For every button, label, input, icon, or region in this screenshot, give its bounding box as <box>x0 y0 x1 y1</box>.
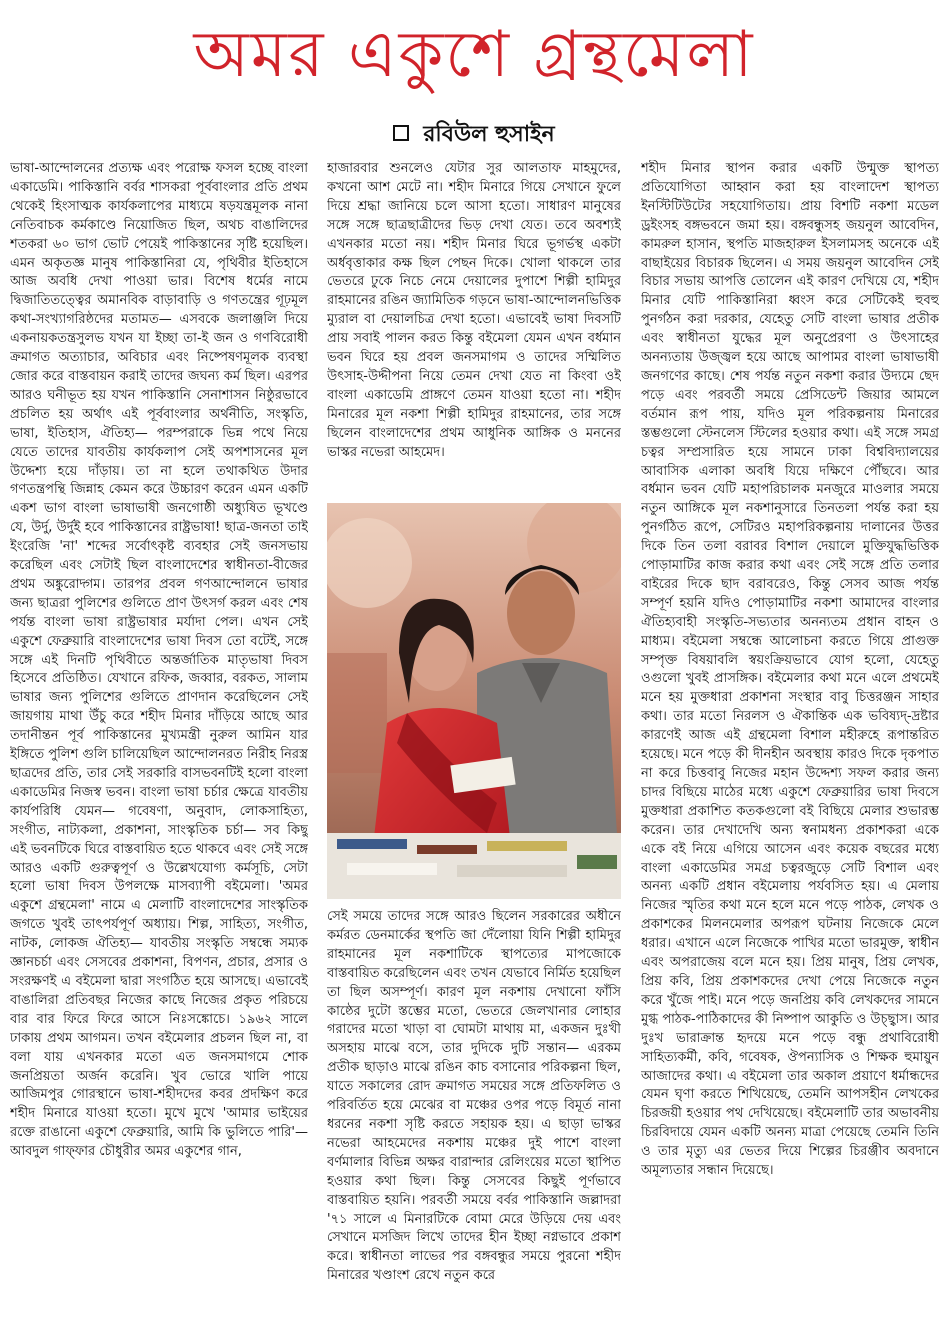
article-column-3 <box>641 160 939 1320</box>
byline <box>0 120 948 150</box>
column-3-text: শহীদ মিনার স্থাপন করার একটি উন্মুক্ত স্থাপত্য প্রতিযোগিতা আহ্বান করা হয় বাংলাদেশ স্থাপত্য ইনস্টিটিউটের সহযোগিতায়। প্রায় বিশটি নকশা মডেল ড্রইংসহ বঙ্গভবনে জমা হয়। বঙ্গবন্ধুসহ জয়নুল আবেদিন, কামরুল হাসান, স্থপতি মাজহারুল ইসলামসহ অনেকে এই বাছাইয়ের বিচারক ছিলেন। এ সময় জয়নুল আবেদিন সেই বিচার সভায় আপত্তি তোলেন এই কারণ দেখিয়ে যে, শহীদ মিনার যেটি পাকিস্তানিরা ধ্বংস করে সেটিকেই হুবহু পুনর্গঠন করা দরকার, যেহেতু সেটি বাংলা ভাষার প্রতীক এবং স্বাধীনতা যুদ্ধের মূল অনুপ্রেরণা ও উৎসাহের অনন্যতায় উজ্জ্বল হয়ে আছে আপামর বাংলা ভাষাভাষী জনগণের কাছে। শেষ পর্যন্ত নতুন নকশা করার উদ্যমে ছেদ পড়ে এবং পরবর্তী সময়ে প্রেসিডেন্ট জিয়ার আমলে বর্তমান রূপ পায়, যদিও মূল পরিকল্পনায় মিনারের স্তম্ভগুলো স্টেনলেস স্টিলের হওয়ার কথা। এই সঙ্গে সমগ্র চত্বর সম্প্রসারিত হয়ে সামনে ঢাকা বিশ্ববিদ্যালয়ের আবাসিক এলাকা অবধি যিয়ে দক্ষিণে পৌঁছবে। আর বর্ধমান ভবন যেটি মহাপরিচালক মনজুরে মাওলার সময়ে নতুন আঙ্গিকে মূল নকশানুসারে তিনতলা পর্যন্ত করা হয় পুনর্গঠিত রূপে, সেটিরও মহাপরিকল্পনায় দালানের উত্তর দিকে তিন তলা বরাবর বিশাল দেয়ালে মুক্তিযুদ্ধভিত্তিক পোড়ামাটির কাজ করার কথা এবং সেই সঙ্গে প্রতি তলার বাইরের দিকে ছাদ বরাবরেও, কিন্তু সেসব আজ পর্যন্ত সম্পূর্ণ হয়নি যদিও পোড়ামাটির নকশা আমাদের বাংলার ঐতিহ্যবাহী সংস্কৃতি-সভ্যতার অনন্যতম প্রধান বাহন ও মাধ্যম। বইমেলা সম্বন্ধে আলোচনা করতে গিয়ে প্রাগুক্ত সম্পৃক্ত বিষয়াবলি স্বয়ংক্রিয়ভাবে যোগ হলো, যেহেতু ওগুলো খুবই প্রাসঙ্গিক। বইমেলার কথা মনে এলে প্রথমেই মনে হয় মুক্তধারা প্রকাশনা সংস্থার বাবু চিত্তরঞ্জন সাহার কথা। তার মতো নিরলস ও ঐকান্তিক এক ভবিষ্যদ্-দ্রষ্টার কারণেই আজ এই গ্রন্থমেলা বিশাল মহীরুহে রূপান্তরিত হয়েছে। মনে পড়ে কী দীনহীন অবস্থায় কারও দিকে দৃকপাত না করে চিত্তবাবু নিজের মহান উদ্দেশ্য সফল করার জন্য চাদর বিছিয়ে মাঠের মধ্যে একুশে ফেব্রুয়ারির ভাষা দিবসে মুক্তধারা প্রকাশিত কতকগুলো বই বিছিয়ে মেলার শুভারম্ভ করেন। তার দেখাদেখি অন্য স্বনামধন্য প্রকাশকরা একে একে বই নিয়ে এগিয়ে আসেন এবং কয়েক বছরের মধ্যে বাংলা একাডেমির সমগ্র চত্বরজুড়ে সেটি বিশাল এবং অনন্য একটি প্রধান বইমেলায় পর্যবসিত হয়। এ মেলায় নিজের স্মৃতির কথা মনে হলে মনে পড়ে পাঠক, লেখক ও প্রকাশকের মিলনমেলার অপরূপ ঘটনায় নিজেকে মেলে ধরার। এখানে এলে নিজেকে পাখির মতো ভারমুক্ত, স্বাধীন এবং অপরাজেয় বলে মনে হয়। প্রিয় মানুষ, প্রিয় লেখক, প্রিয় কবি, প্রিয় প্রকাশকদের দেখা পেয়ে নিজেকে নতুন করে খুঁজে পাই। মনে পড়ে জনপ্রিয় কবি লেখকদের সামনে মুগ্ধ পাঠক-পাঠিকাদের কী নিষ্পাপ আকুতি ও উচ্ছ্বাস। আর দুঃখ ভারাক্রান্ত হৃদয়ে মনে পড়ে বন্ধু প্রথাবিরোধী সাহিত্যকর্মী, কবি, গবেষক, ঔপন্যাসিক ও শিক্ষক হুমায়ুন আজাদের কথা। এ বইমেলা তার অকাল প্রয়াণে ধর্মান্ধদের যেমন ঘৃণা করতে শিখিয়েছে, তেমনি আপসহীন লেখকের চিরজয়ী হওয়ার পথ দেখিয়েছে। বইমেলাটি তার অভাবনীয় চিরবিদায়ে যেমন একটি অনন্য মাত্রা পেয়েছে তেমনি তিনি ও তার মৃত্যু এর ভেতর দিয়ে শিল্পের চিরঞ্জীব অবদানে অমূল্যতার সন্ধান দিয়েছে। <box>641 161 939 1179</box>
article-column-2-bottom <box>327 908 621 1320</box>
square-bullet-icon <box>393 125 409 141</box>
page-title: অমর একুশে গ্রন্থমেলা <box>193 18 755 92</box>
column-2-bottom-text: সেই সময়ে তাদের সঙ্গে আরও ছিলেন সরকারের অধীনে কর্মরত ডেনমার্কের স্থপতি জা দেঁলোয়া যিনি শিল্পী হামিদুর রাহমানের মূল নকশাটিকে স্থাপত্যের মাপজোকে বাস্তবায়িত করেছিলেন এবং তখন যেভাবে নির্মিত হয়েছিল তা ছিল অসম্পূর্ণ। কারণ মূল নকশায় দেখানো ফাঁসি কাষ্ঠের দুটো স্তম্ভের মতো, ভেতরে জেলখানার লোহার গরাদের মতো খাড়া বা ঘোমটা মাথায় মা, একজন দুঃখী অসহায় মাঝে বসে, তার দুদিকে দুটি সন্তান— এরকম প্রতীক ছাড়াও মাঝে রঙিন কাচ বসানোর পরিকল্পনা ছিল, যাতে সকালের রোদ ক্রমাগত সময়ের সঙ্গে প্রতিফলিত ও পরিবর্তিত হয়ে মেঝের বা মঞ্চের ওপর পড়ে বিমূর্ত নানা ধরনের নকশা সৃষ্টি করতে সহায়ক হয়। এ ছাড়া ভাস্কর নভেরা আহমেদের নকশায় মঞ্চের দুই পাশে বাংলা বর্ণমালার বিভিন্ন অক্ষর বারান্দার রেলিংয়ের মতো স্থাপিত হওয়ার কথা ছিল। কিন্তু সেসবের কিছুই পূর্ণভাবে বাস্তবায়িত হয়নি। পরবর্তী সময়ে বর্বর পাকিস্তানি জল্লাদরা '৭১ সালে এ মিনারটিকে বোমা মেরে উড়িয়ে দেয় এবং সেখানে মসজিদ লিখে তাদের হীন ইচ্ছা নগ্নভাবে প্রকাশ করে। স্বাধীনতা লাভের পর বঙ্গবন্ধুর সময়ে পুরনো শহীদ মিনারের খণ্ডাংশ রেখে নতুন করে <box>327 909 621 1284</box>
author-name: রবিউল হুসাইন <box>423 122 555 147</box>
article-column-2-top <box>327 160 621 500</box>
book-fair-couple-photo-icon <box>327 503 621 899</box>
article-column-1 <box>10 160 308 1320</box>
column-2-top-text: হাজারবার শুনলেও যেটার সুর আলতাফ মাহমুদের, কখনো আশ মেটে না। শহীদ মিনারে গিয়ে সেখানে ফুলে দিয়ে শ্রদ্ধা জানিয়ে চলে আসা হতো। সাধারণ মানুষের সঙ্গে সঙ্গে ছাত্রছাত্রীদের ভিড় দেখা যেত। তবে অবশ্যই এখনকার মতো নয়। শহীদ মিনার ঘিরে ভূগর্ভস্থ একটা অর্ধবৃত্তাকার কক্ষ ছিল পেছন দিকে। খোলা থাকলে তার ভেতরে ঢুকে নিচে নেমে দেয়ালের দুপাশে শিল্পী হামিদুর রাহমানের রঙিন জ্যামিতিক গড়নে ভাষা-আন্দোলনভিত্তিক ম্যুরাল বা দেয়ালচিত্র দেখা হতো। এভাবেই ভাষা দিবসটি প্রায় সবাই পালন করত কিন্তু বইমেলা যেমন এখন বর্ধমান ভবন ঘিরে হয় প্রবল জনসমাগম ও তাদের সম্মিলিত উৎসাহ-উদ্দীপনা নিয়ে তেমন দেখা যেত না কিংবা ওই বাংলা একাডেমি প্রাঙ্গণে তেমন যাওয়া হতো না। শহীদ মিনারের মূল নকশা শিল্পী হামিদুর রাহমানের, তার সঙ্গে ছিলেন বাংলাদেশের প্রথম আধুনিক আঙ্গিক ও মননের ভাস্কর নভেরা আহমেদ। <box>327 161 621 460</box>
column-1-text: ভাষা-আন্দোলনের প্রত্যক্ষ এবং পরোক্ষ ফসল হচ্ছে বাংলা একাডেমি। পাকিস্তানি বর্বর শাসকরা পূর্ববাংলার প্রতি প্রথম থেকেই হিংসাত্মক কার্যকলাপের মাধ্যমে ষড়যন্ত্রমূলক নানা নেতিবাচক কর্মকাণ্ডে নিয়োজিত ছিল, অথচ বাঙালিদের শতকরা ৬০ ভাগ ভোট পেয়েই পাকিস্তানের সৃষ্টি হয়েছিল। এমন অকৃতজ্ঞ মানুষ পাকিস্তানিরা যে, পৃথিবীর ইতিহাসে আজ অবধি দেখা পাওয়া ভার। বিশেষ ধর্মের নামে দ্বিজাতিতত্ত্বের অমানবিক বাড়াবাড়ি ও গণতন্ত্রের গূঢ়মূল কথা-সংখ্যাগরিষ্ঠদের মতামত— এসবকে জলাঞ্জলি দিয়ে একনায়কতন্ত্রসুলভ যখন যা ইচ্ছা তা-ই জন ও গণবিরোধী ক্রমাগত অত্যাচার, অবিচার এবং নিষ্পেষণমূলক ব্যবস্থা জোর করে বাস্তবায়ন করাই তাদের জঘন্য কর্ম ছিল। এরপর আরও ঘনীভূত হয় যখন পাকিস্তানি সেনাশাসন নিষ্ঠুরভাবে প্রচলিত হয় অর্থাৎ এই পূর্ববাংলার অর্থনীতি, সংস্কৃতি, ভাষা, ইতিহাস, ঐতিহ্য— পরম্পরাকে ভিন্ন পথে নিয়ে যেতে তাদের যাবতীয় কার্যকলাপ সেই অপশাসনের মূল উদ্দেশ্য হয়ে দাঁড়ায়। তা না হলে তথাকথিত উদার গণতন্ত্রপন্থি জিন্নাহ কেমন করে উচ্চারণ করেন এমন একটি একশ ভাগ বাংলা ভাষাভাষী জনগোষ্ঠী অধ্যুষিত ভূখণ্ডে যে, উর্দু, উর্দুই হবে পাকিস্তানের রাষ্ট্রভাষা! ছাত্র-জনতা তাই ইংরেজি 'না' শব্দের সর্বোৎকৃষ্ট ব্যবহার সেই জনসভায় করেছিল এবং সেটাই ছিল বাংলাদেশের স্বাধীনতা-বীজের প্রথম অঙ্কুরোদ্গম। তারপর প্রবল গণআন্দোলনে ভাষার জন্য ছাত্ররা পুলিশের গুলিতে প্রাণ উৎসর্গ করল এবং শেষ পর্যন্ত বাংলা ভাষা রাষ্ট্রভাষার মর্যাদা পেল। এখন সেই একুশে ফেব্রুয়ারি বাংলাদেশের ভাষা দিবস তো বটেই, সঙ্গে সঙ্গে এই দিনটি পৃথিবীতে অন্তর্জাতিক মাতৃভাষা দিবস হিসেবে প্রতিষ্ঠিত। যেখানে রফিক, জব্বার, বরকত, সালাম ভাষার জন্য পুলিশের গুলিতে প্রাণদান করেছিলেন সেই জায়গায় মাথা উঁচু করে শহীদ মিনার দাঁড়িয়ে আছে আর তদানীন্তন পূর্ব পাকিস্তানের মুখ্যমন্ত্রী নুরুল আমিন যার ইঙ্গিতে পুলিশ গুলি চালিয়েছিল আন্দোলনরত নিরীহ নিরস্ত্র ছাত্রদের প্রতি, তার সেই সরকারি বাসভবনটিই হলো বাংলা একাডেমির নিজস্ব ভবন। বাংলা ভাষা চর্চার ক্ষেত্রে যাবতীয় কার্যপরিধি যেমন— গবেষণা, অনুবাদ, লোকসাহিত্য, সংগীত, নাট্যকলা, প্রকাশনা, সাংস্কৃতিক চর্চা— সব কিছু এই ভবনটিকে ঘিরে বাস্তবায়িত হতে থাকবে এবং সেই সঙ্গে আরও একটি গুরুত্বপূর্ণ ও উল্লেখযোগ্য কর্মসূচি, সেটা হলো ভাষা দিবস উপলক্ষে মাসব্যাপী বইমেলা। 'অমর একুশে গ্রন্থমেলা' নামে এ মেলাটি বাংলাদেশের সাংস্কৃতিক জগতে খুবই তাৎপর্যপূর্ণ অধ্যায়। শিল্প, সাহিত্য, সংগীত, নাটক, লোকজ ঐতিহ্য— যাবতীয় সংস্কৃতি সম্বন্ধে সম্যক জ্ঞানচর্চা এবং সেসবের প্রকাশনা, বিপণন, প্রচার, প্রসার ও সংরক্ষণই এ বইমেলা দ্বারা সংগঠিত হয়ে আসছে। এভাবেই বাঙালিরা প্রতিবছর নিজের কাছে নিজের প্রকৃত পরিচয়ে বার বার ফিরে ফিরে আসে নিঃসঙ্কোচে। ১৯৬২ সালে ঢাকায় প্রথম আগমন। তখন বইমেলার প্রচলন ছিল না, বা বলা যায় এখনকার মতো এত জনসমাগমে শোক জনপ্রিয়তা অর্জন করেনি। খুব ভোরে খালি পায়ে আজিমপুর গোরস্থানে ভাষা-শহীদদের কবর প্রদক্ষিণ করে শহীদ মিনারে যাওয়া হতো। মুখে মুখে 'আমার ভাইয়ের রক্তে রাঙানো একুশে ফেব্রুয়ারি, আমি কি ভুলিতে পারি'— আবদুল গাফ্‌ফার চৌধুরীর অমর একুশের গান, <box>10 161 308 1160</box>
book-fair-photo <box>327 503 621 899</box>
